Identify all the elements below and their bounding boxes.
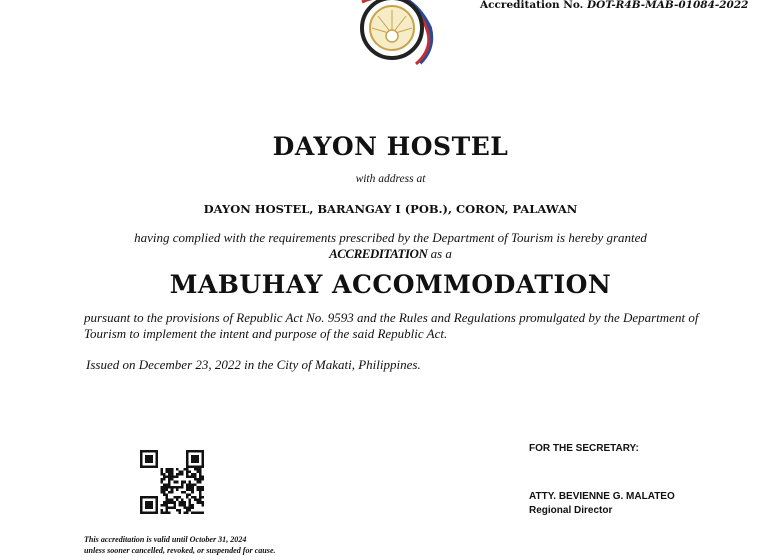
for-secretary-label: FOR THE SECRETARY: — [529, 443, 639, 454]
accreditation-label: Accreditation No. — [480, 0, 584, 11]
address-intro: with address at — [355, 173, 426, 185]
dot-seal-logo — [350, 0, 440, 68]
accreditation-value: DOT-R4B-MAB-01084-2022 — [587, 0, 749, 11]
accreditation-category: MABUHAY ACCOMMODATION — [169, 270, 612, 299]
accreditation-number — [480, 0, 748, 11]
establishment-address: DAYON HOSTEL, BARANGAY I (POB.), CORON, PALAWAN — [203, 202, 578, 216]
validity-line-1: This accreditation is valid until October 31, 2024 — [84, 534, 247, 544]
issued-statement: Issued on December 23, 2022 in the City of Makati, Philippines. — [86, 357, 421, 372]
pursuant-paragraph: pursuant to the provisions of Republic Act No. 9593 and the Rules and Regulations promulgated by the Department of Tourism to implement the intent and purpose of the said Republic Act. — [84, 310, 699, 341]
qr-code[interactable] — [140, 450, 204, 514]
establishment-name: DAYON HOSTEL — [272, 132, 509, 161]
accreditation-word: ACCREDITATION — [329, 246, 428, 261]
as-a-text: as a — [430, 246, 452, 261]
grant-statement-2 — [0, 246, 781, 262]
signatory-position: Regional Director — [529, 505, 613, 516]
signatory-name: ATTY. BEVIENNE G. MALATEO — [529, 491, 675, 502]
grant-statement: having complied with the requirements prescribed by the Department of Tourism is hereby granted — [134, 230, 647, 245]
validity-line-2: unless sooner cancelled, revoked, or suspended for cause. — [84, 545, 276, 555]
